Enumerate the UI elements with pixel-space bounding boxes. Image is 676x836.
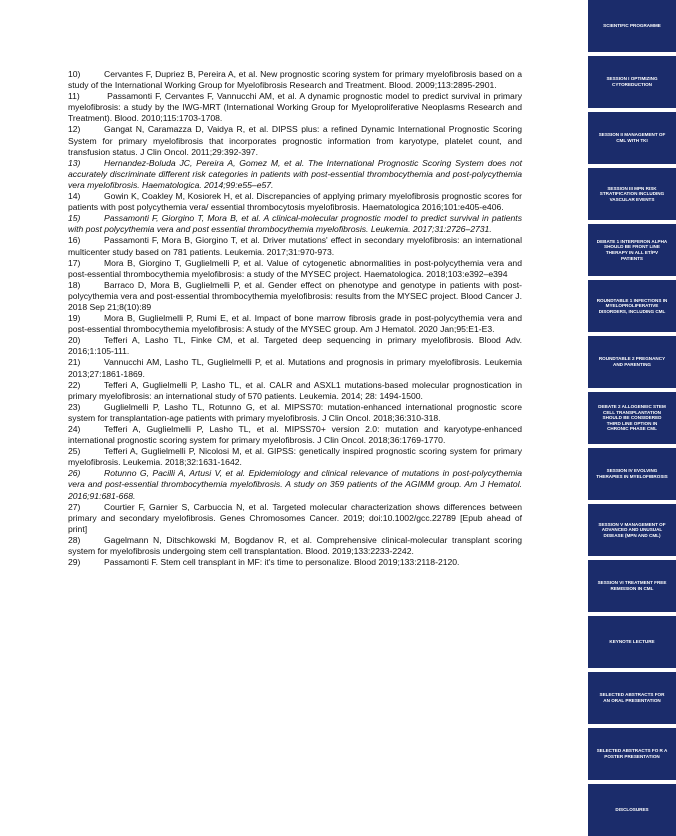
nav-roundtable-2[interactable]: ROUNDTABLE 2 PREGNANCY AND PARENTING [588, 336, 676, 388]
reference-item: 17) Mora B, Giorgino T, Guglielmelli P, et al. Value of cytogenetic abnormalities in post-polycythemia vera and post-essential thrombocythemia myelofibrosis: a study of the MYSEC project. Haematologica. 2018;103:e392–e394 [68, 257, 522, 279]
reference-item: 21) Vannucchi AM, Lasho TL, Guglielmelli P, et al. Mutations and prognosis in primary myelofibrosis. Leukemia 2013;27:1861-1869. [68, 357, 522, 379]
nav-oral-abstracts[interactable]: SELECTED ABSTRACTS FOR AN ORAL PRESENTATION [588, 672, 676, 724]
reference-item: 23) Guglielmelli P, Lasho TL, Rotunno G, et al. MIPSS70: mutation-enhanced international prognostic score system for transplantation-age patients with primary myelofibrosis. J Clin Oncol. 2018;36:310-318. [68, 401, 522, 423]
reference-item: 19) Mora B, Guglielmelli P, Rumi E, et al. Impact of bone marrow fibrosis grade in post-polycythemia vera and post-essential thrombocythemia myelofibrosis: A study of the MYSEC group. Am J Hematol. 2020 Jan;95:E1-E3. [68, 313, 522, 335]
reference-item: 16) Passamonti F, Mora B, Giorgino T, et al. Driver mutations' effect in secondary myelofibrosis: an international multicenter study based on 781 patients. Leukemia. 2017;31:970-973. [68, 235, 522, 257]
nav-debate-2[interactable]: DEBATE 2 ALLOGENEIC STEM CELL TRANSPLANTATION SHOULD BE CONSIDERED THIRD LINE OPTION IN CHRONIC PHASE CML [588, 392, 676, 444]
reference-item: 27) Courtier F, Garnier S, Carbuccia N, et al. Targeted molecular characterization shows differences between primary and secondary myelofibrosis. Genes Chromosomes Cancer. 2019; doi:10.1002/gcc.22789 [Epub ahead of print] [68, 501, 522, 534]
reference-item: 14) Gowin K, Coakley M, Kosiorek H, et al. Discrepancies of applying primary myelofibrosis prognostic scores for patients with post polycythemia vera/ essential thrombocytosis myelofibrosis. Haematologica 2016;101:e405-e406. [68, 191, 522, 213]
nav-roundtable-1[interactable]: ROUNDTABLE 1 INFECTIONS IN MYELOPROLIFERATIVE DISORDERS, INCLUDING CML [588, 280, 676, 332]
section-sidebar [588, 0, 676, 836]
reference-item: 10) Cervantes F, Dupriez B, Pereira A, et al. New prognostic scoring system for primary myelofibrosis based on a study of the International Working Group for Myelofibrosis Research and Treatment. Blood. 2009;113:2895-2901. [68, 69, 522, 91]
reference-item: 22) Tefferi A, Guglielmelli P, Lasho TL, et al. CALR and ASXL1 mutations-based molecular prognostication in primary myelofibrosis: an international study of 570 patients. Leukemia. 2014; 28: 1494-1500. [68, 379, 522, 401]
nav-session-2[interactable]: SESSION II MANAGEMENT OF CML WITH TKI [588, 112, 676, 164]
reference-item: 13) Hernandez-Boluda JC, Pereira A, Gomez M, et al. The International Prognostic Scoring System does not accurately discriminate different risk categories in patients with post-essential thrombocythemia and post-polycythemia vera myelofibrosis. Haematologica. 2014;99:e55–e57. [68, 157, 522, 190]
nav-session-4[interactable]: SESSION IV EVOLVING THERAPIES IN MYELOFIBROSIS [588, 448, 676, 500]
reference-item: 28) Gagelmann N, Ditschkowski M, Bogdanov R, et al. Comprehensive clinical-molecular transplant scoring system for myelofibrosis undergoing stem cell transplantation. Blood. 2019;133:2233-2242. [68, 534, 522, 557]
reference-item: 20) Tefferi A, Lasho TL, Finke CM, et al. Targeted deep sequencing in primary myelofibrosis. Blood Adv. 2016;1:105-111. [68, 335, 522, 357]
reference-item: 11) Passamonti F, Cervantes F, Vannucchi AM, et al. A dynamic prognostic model to predict survival in primary myelofibrosis: a study by the IWG-MRT (International Working Group for Myeloproliferative Neoplasms Research and Treatment). Blood. 2010;115:1703-1708. [68, 91, 522, 124]
nav-disclosures[interactable]: DISCLOSURES [588, 784, 676, 836]
nav-keynote-lecture[interactable]: KEYNOTE LECTURE [588, 616, 676, 668]
nav-session-3[interactable]: SESSION III MPN RISK STRATIFICATION INCLUDING VASCULAR EVENTS [588, 168, 676, 220]
nav-session-1[interactable]: SESSION I OPTIMIZING CYTOREDUCTION [588, 56, 676, 108]
nav-session-6[interactable]: SESSION VI TREATMENT FREE REMISSION IN CML [588, 560, 676, 612]
reference-item: 12) Gangat N, Caramazza D, Vaidya R, et al. DIPSS plus: a refined Dynamic International Prognostic Scoring System for primary myelofibrosis that incorporates prognostic information from karyotype, platelet count, and transfusion status. J Clin Oncol. 2011;29:392-397. [68, 124, 522, 157]
reference-item: 15) Passamonti F, Giorgino T, Mora B, et al. A clinical-molecular prognostic model to predict survival in patients with post polycythemia vera and post essential thrombocythemia myelofibrosis. Leukemia. 2017;31:2726–2731. [68, 213, 522, 235]
reference-item: 26) Rotunno G, Pacilli A, Artusi V, et al. Epidemiology and clinical relevance of mutations in post-polycythemia vera and post-essential thrombocythemia myelofibrosis. A study on 359 patients of the AGIMM group. Am J Hematol. 2016;91:681-668. [68, 468, 522, 501]
reference-item: 18) Barraco D, Mora B, Guglielmelli P, et al. Gender effect on phenotype and genotype in patients with post-polycythemia vera and post-essential thrombocythemia myelofibrosis: results from the MYSEC project. Blood Cancer J. 2018 Sep 21;8(10):89 [68, 279, 522, 312]
reference-list [68, 69, 522, 568]
reference-item: 25) Tefferi A, Guglielmelli P, Nicolosi M, et al. GIPSS: genetically inspired prognostic scoring system for primary myelofibrosis. Leukemia. 2018;32:1631-1642. [68, 446, 522, 468]
reference-item: 24) Tefferi A, Guglielmelli P, Lasho TL, et al. MIPSS70+ version 2.0: mutation and karyotype-enhanced international prognostic scoring system for primary myelofibrosis. J Clin Oncol. 2018;36:1769-1770. [68, 424, 522, 446]
nav-poster-abstracts[interactable]: SELECTED ABSTRACTS FO R A POSTER PRESENTATION [588, 728, 676, 780]
nav-session-5[interactable]: SESSION V MANAGEMENT OF ADVANCED AND UNUSUAL DISEASE (MPN AND CML) [588, 504, 676, 556]
reference-item: 29) Passamonti F. Stem cell transplant in MF: it's time to personalize. Blood 2019;133:2118-2120. [68, 557, 460, 568]
nav-scientific-programme[interactable]: SCIENTIFIC PROGRAMME [588, 0, 676, 52]
nav-debate-1[interactable]: DEBATE 1 INTERFERON ALPHA SHOULD BE FRONT LINE THERAPY IN ALL ET/PV PATIENTS [588, 224, 676, 276]
